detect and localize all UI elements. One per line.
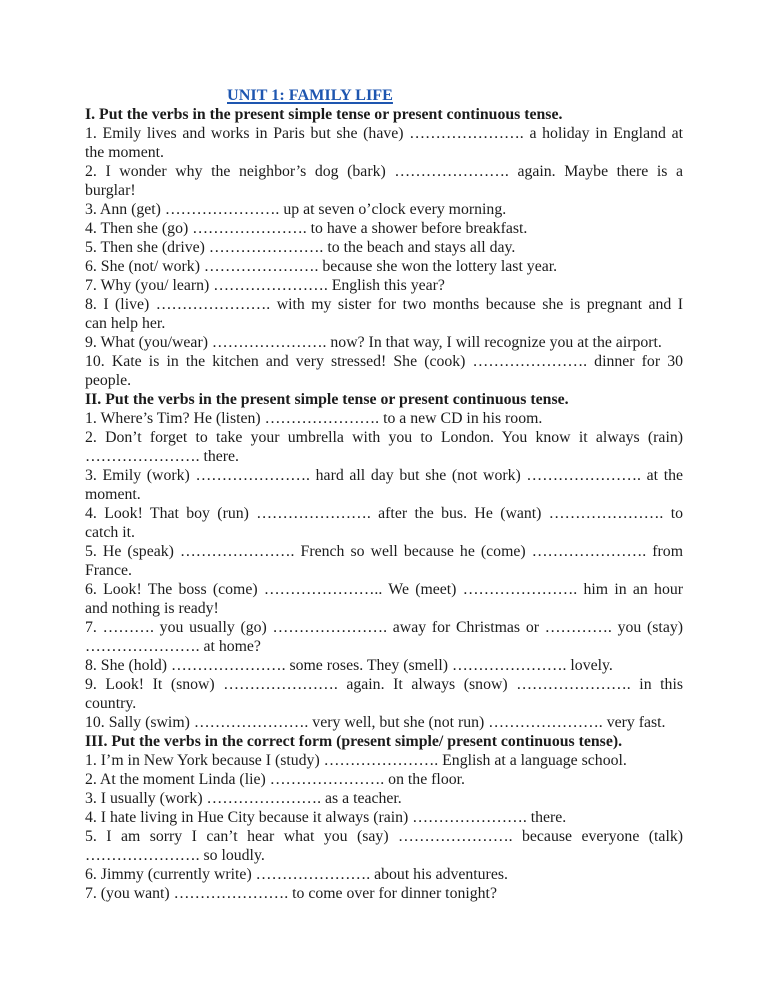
text-line: 2. At the moment Linda (lie) …………………. on the floor. — [85, 771, 465, 788]
text-line: France. — [85, 562, 132, 579]
text-line: 8. I (live) …………………. with my sister for two months because she is pregnant and I — [85, 296, 683, 313]
section-heading: III. Put the verbs in the correct form (present simple/ present continuous tense). — [85, 733, 623, 750]
text-line: 4. I hate living in Hue City because it always (rain) …………………. there. — [85, 809, 567, 826]
text-line: can help her. — [85, 315, 166, 332]
section-heading: I. Put the verbs in the present simple tense or present continuous tense. — [85, 106, 563, 123]
exercise-item — [85, 162, 683, 200]
exercise-item — [85, 295, 683, 333]
exercise-item — [85, 124, 683, 162]
exercise-item — [85, 200, 683, 219]
exercise-item — [85, 884, 683, 903]
exercise-item — [85, 276, 683, 295]
text-line: 2. I wonder why the neighbor’s dog (bark) …………………. again. Maybe there is a — [85, 163, 683, 180]
text-line: 10. Sally (swim) …………………. very well, but she (not run) …………………. very fast. — [85, 714, 666, 731]
text-line: 6. Jimmy (currently write) …………………. about his adventures. — [85, 866, 508, 883]
text-line: 5. I am sorry I can’t hear what you (say) …………………. because everyone (talk) — [85, 828, 683, 845]
text-line: 9. Look! It (snow) …………………. again. It always (snow) …………………. in this — [85, 676, 683, 693]
text-line: 8. She (hold) …………………. some roses. They (smell) …………………. lovely. — [85, 657, 613, 674]
text-line: 4. Look! That boy (run) …………………. after the bus. He (want) …………………. to — [85, 505, 683, 522]
exercise-item — [85, 333, 683, 352]
text-line: and nothing is ready! — [85, 600, 219, 617]
text-line: 4. Then she (go) …………………. to have a shower before breakfast. — [85, 220, 528, 237]
text-line: 2. Don’t forget to take your umbrella with you to London. You know it always (rain) — [85, 429, 683, 446]
text-line: 3. I usually (work) …………………. as a teacher. — [85, 790, 402, 807]
exercise-item — [85, 751, 683, 770]
exercise-item — [85, 808, 683, 827]
exercise-item — [85, 789, 683, 808]
text-line: people. — [85, 372, 132, 389]
text-line: country. — [85, 695, 137, 712]
exercise-item — [85, 219, 683, 238]
section-heading: II. Put the verbs in the present simple tense or present continuous tense. — [85, 391, 569, 408]
text-line: 3. Emily (work) …………………. hard all day but she (not work) …………………. at the — [85, 467, 683, 484]
exercise-item — [85, 409, 683, 428]
text-line: 7. ………. you usually (go) …………………. away for Christmas or …………. you (stay) — [85, 619, 683, 636]
exercise-item — [85, 770, 683, 789]
document-body — [85, 105, 683, 903]
text-line: moment. — [85, 486, 141, 503]
exercise-item — [85, 865, 683, 884]
text-line: catch it. — [85, 524, 135, 541]
text-line: 9. What (you/wear) …………………. now? In that way, I will recognize you at the airport. — [85, 334, 662, 351]
exercise-item — [85, 580, 683, 618]
exercise-item — [85, 428, 683, 466]
text-line: 1. Where’s Tim? He (listen) …………………. to a new CD in his room. — [85, 410, 543, 427]
exercise-item — [85, 466, 683, 504]
text-line: …………………. there. — [85, 448, 239, 465]
text-line: 6. She (not/ work) …………………. because she won the lottery last year. — [85, 258, 558, 275]
text-line: 7. (you want) …………………. to come over for dinner tonight? — [85, 885, 497, 902]
exercise-item — [85, 618, 683, 656]
document-title: UNIT 1: FAMILY LIFE — [227, 86, 393, 104]
exercise-item — [85, 827, 683, 865]
text-line: 3. Ann (get) …………………. up at seven o’clock every morning. — [85, 201, 507, 218]
text-line: 1. Emily lives and works in Paris but she (have) …………………. a holiday in England at — [85, 125, 683, 142]
exercise-item — [85, 675, 683, 713]
text-line: …………………. at home? — [85, 638, 261, 655]
text-line: 1. I’m in New York because I (study) …………………. English at a language school. — [85, 752, 627, 769]
text-line: …………………. so loudly. — [85, 847, 265, 864]
exercise-item — [85, 656, 683, 675]
exercise-item — [85, 713, 683, 732]
exercise-item — [85, 504, 683, 542]
text-line: 10. Kate is in the kitchen and very stressed! She (cook) …………………. dinner for 30 — [85, 353, 683, 370]
text-line: burglar! — [85, 182, 136, 199]
text-line: 7. Why (you/ learn) …………………. English this year? — [85, 277, 445, 294]
exercise-item — [85, 257, 683, 276]
exercise-item — [85, 238, 683, 257]
text-line: 5. Then she (drive) …………………. to the beach and stays all day. — [85, 239, 516, 256]
text-line: 5. He (speak) …………………. French so well because he (come) …………………. from — [85, 543, 683, 560]
exercise-item — [85, 542, 683, 580]
text-line: the moment. — [85, 144, 164, 161]
text-line: 6. Look! The boss (come) ………………….. We (meet) …………………. him in an hour — [85, 581, 683, 598]
exercise-item — [85, 352, 683, 390]
title-line — [85, 86, 683, 105]
